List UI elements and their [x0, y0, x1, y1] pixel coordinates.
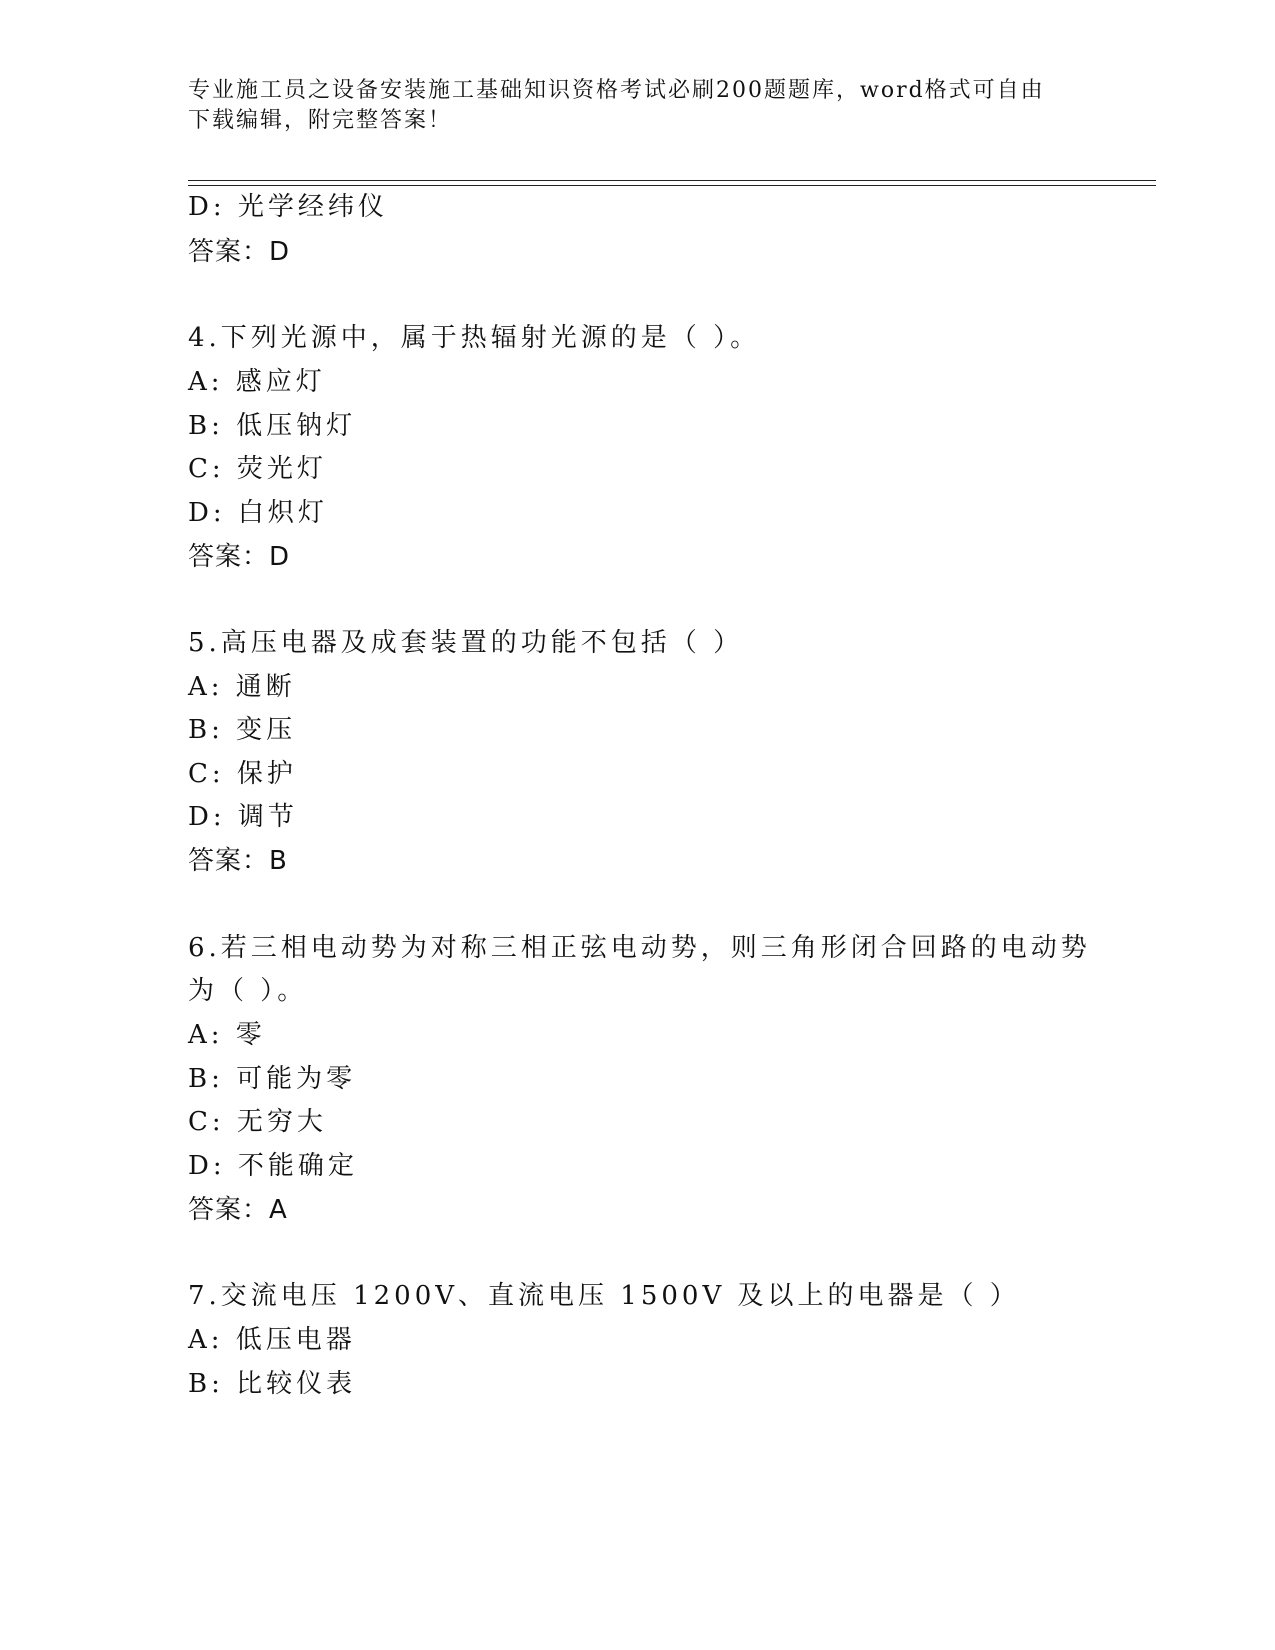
option-b: B: 变压 [188, 715, 297, 745]
question-stem-line-2: 为（ ）。 [188, 976, 308, 1006]
answer-label: 答案：A [188, 1195, 288, 1225]
header-divider [188, 180, 1156, 181]
question-stem-line-1: 6.若三相电动势为对称三相正弦电动势，则三角形闭合回路的电动势 [188, 933, 1091, 963]
answer-label: 答案：D [188, 237, 291, 267]
option-a: A: 零 [188, 1020, 266, 1050]
header-title-line-2: 下载编辑，附完整答案！ [188, 108, 453, 133]
option-b: B: 比较仪表 [188, 1369, 357, 1399]
option-c: C: 保护 [188, 759, 297, 789]
option-a: A: 感应灯 [188, 367, 326, 397]
option-c: C: 无穷大 [188, 1107, 327, 1137]
answer-label: 答案：D [188, 542, 291, 572]
option-d: D: 不能确定 [188, 1151, 358, 1181]
option-b: B: 可能为零 [188, 1064, 357, 1094]
option-d: D: 白炽灯 [188, 498, 328, 528]
option-d: D: 调节 [188, 802, 298, 832]
option-b: B: 低压钠灯 [188, 411, 357, 441]
question-stem: 7.交流电压 1200V、直流电压 1500V 及以上的电器是（ ） [188, 1281, 1020, 1311]
answer-label: 答案：B [188, 846, 288, 876]
question-stem: 5.高压电器及成套装置的功能不包括（ ） [188, 628, 744, 658]
option-a: A: 低压电器 [188, 1325, 356, 1355]
option-c: C: 荧光灯 [188, 454, 327, 484]
header-title-line-1: 专业施工员之设备安装施工基础知识资格考试必刷200题题库，word格式可自由 [188, 78, 1045, 103]
option-d: D: 光学经纬仪 [188, 192, 388, 222]
document-header [188, 76, 1088, 136]
question-stem: 4.下列光源中，属于热辐射光源的是（ ）。 [188, 323, 761, 353]
option-a: A: 通断 [188, 672, 296, 702]
